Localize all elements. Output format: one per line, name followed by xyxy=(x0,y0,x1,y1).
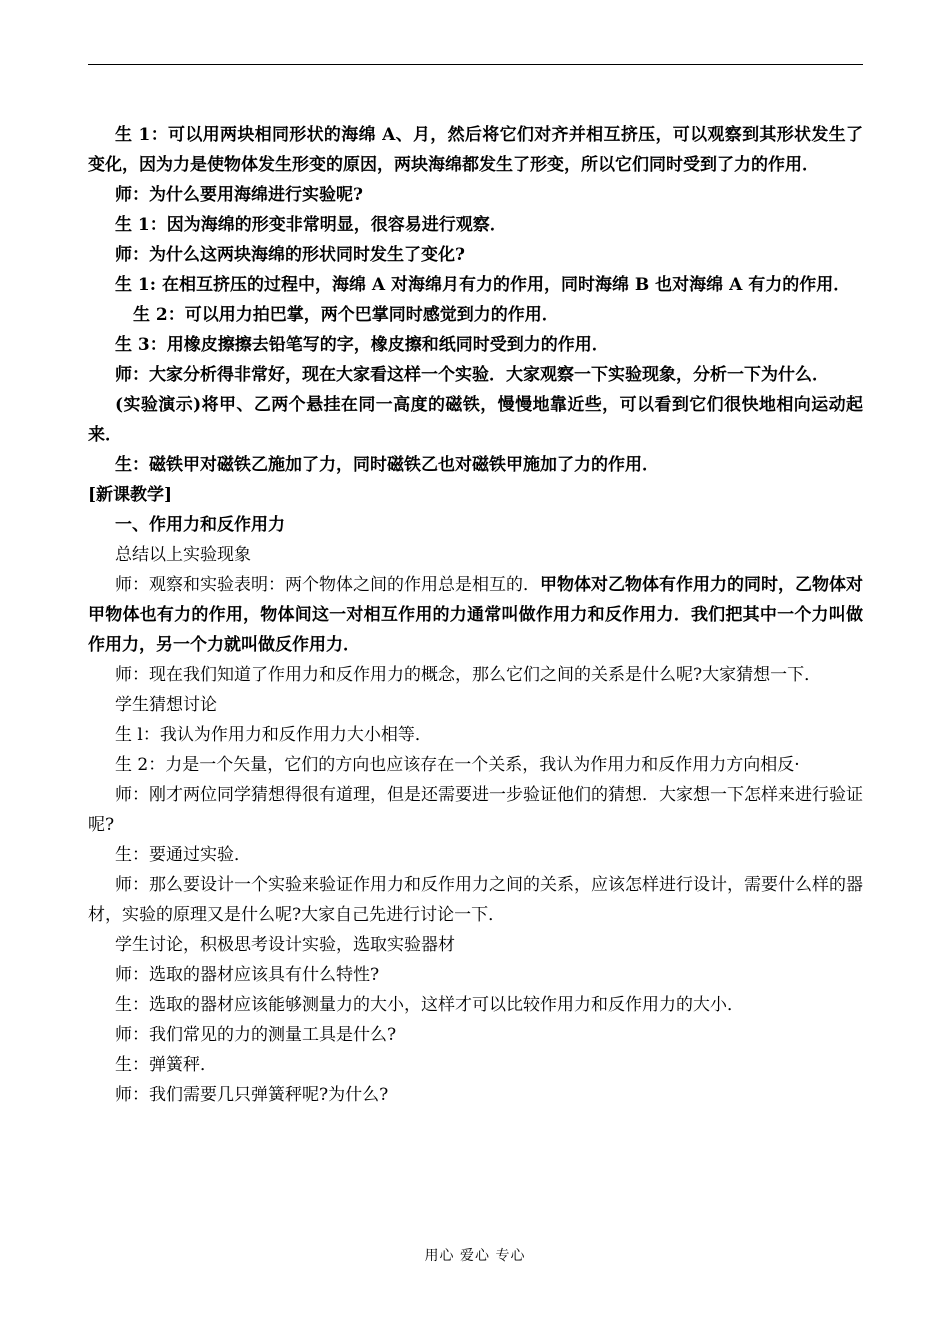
paragraph xyxy=(88,1080,863,1110)
paragraph-text: 师：观察和实验表明：两个物体之间的作用总是相互的． xyxy=(115,575,540,595)
paragraph xyxy=(88,180,863,210)
paragraph-text: (实验演示)将甲、乙两个悬挂在同一高度的磁铁，慢慢地靠近些，可以看到它们很快地相向运动起来． xyxy=(88,395,863,445)
paragraph-text: 生 1: 在相互挤压的过程中，海绵 A 对海绵月有力的作用，同时海绵 B 也对海绵 A 有力的作用． xyxy=(115,275,851,295)
paragraph-text: 生 1：可以用两块相同形状的海绵 A、月，然后将它们对齐并相互挤压，可以观察到其形状发生了变化，因为力是使物体发生形变的原因，两块海绵都发生了形变，所以它们同时受到了力的作用． xyxy=(88,125,863,175)
paragraph-text: 师：我们需要几只弹簧秤呢?为什么? xyxy=(115,1085,389,1105)
paragraph-text: 生：磁铁甲对磁铁乙施加了力，同时磁铁乙也对磁铁甲施加了力的作用． xyxy=(115,455,659,475)
paragraph xyxy=(88,720,863,750)
paragraph-text: [新课教学] xyxy=(88,485,173,505)
paragraph xyxy=(88,870,863,930)
paragraph-text: 学生猜想讨论 xyxy=(115,695,217,715)
paragraph xyxy=(88,300,863,330)
paragraph xyxy=(88,450,863,480)
paragraph xyxy=(88,930,863,960)
paragraph xyxy=(88,750,863,780)
paragraph xyxy=(88,540,863,570)
paragraph-text: 甲物体对乙物体有作用力的同时，乙物体对甲物体也有力的作用，物体间这一对相互作用的力通常叫做作用力和反作用力．我们把其中一个力叫做作用力，另一个力就叫做反作用力． xyxy=(88,575,863,655)
paragraph-text: 生 2：力是一个矢量，它们的方向也应该存在一个关系，我认为作用力和反作用力方向相反· xyxy=(115,755,800,775)
paragraph xyxy=(88,1050,863,1080)
paragraph-text: 师：为什么要用海绵进行实验呢? xyxy=(115,185,363,205)
paragraph-text: 师：现在我们知道了作用力和反作用力的概念，那么它们之间的关系是什么呢?大家猜想一下． xyxy=(115,665,822,685)
paragraph-text: 生 1：因为海绵的形变非常明显，很容易进行观察． xyxy=(115,215,507,235)
paragraph xyxy=(88,120,863,180)
paragraph xyxy=(88,390,863,450)
paragraph-text: 生 2：可以用力拍巴掌，两个巴掌同时感觉到力的作用． xyxy=(133,305,559,325)
paragraph-text: 总结以上实验现象 xyxy=(115,545,251,565)
paragraph-text: 生：弹簧秤． xyxy=(115,1055,217,1075)
paragraph xyxy=(88,1020,863,1050)
paragraph xyxy=(88,510,863,540)
paragraph xyxy=(88,240,863,270)
paragraph xyxy=(88,480,863,510)
paragraph xyxy=(88,660,863,690)
header-rule xyxy=(88,64,863,65)
paragraph-text: 师：我们常见的力的测量工具是什么? xyxy=(115,1025,397,1045)
paragraph xyxy=(88,960,863,990)
paragraph xyxy=(88,330,863,360)
paragraph-text: 生：选取的器材应该能够测量力的大小，这样才可以比较作用力和反作用力的大小． xyxy=(115,995,744,1015)
paragraph xyxy=(88,690,863,720)
document-body xyxy=(88,120,863,1110)
paragraph-text: 师：那么要设计一个实验来验证作用力和反作用力之间的关系，应该怎样进行设计，需要什么样的器材，实验的原理又是什么呢?大家自己先进行讨论一下． xyxy=(88,875,863,925)
paragraph-text: 生 l：我认为作用力和反作用力大小相等． xyxy=(115,725,432,745)
paragraph xyxy=(88,990,863,1020)
paragraph xyxy=(88,840,863,870)
paragraph xyxy=(88,570,863,660)
paragraph-text: 师：大家分析得非常好，现在大家看这样一个实验．大家观察一下实验现象，分析一下为什么． xyxy=(115,365,829,385)
paragraph-text: 学生讨论，积极思考设计实验，选取实验器材 xyxy=(115,935,455,955)
paragraph xyxy=(88,270,863,300)
paragraph-text: 一、作用力和反作用力 xyxy=(115,515,285,535)
paragraph-text: 生 3：用橡皮擦擦去铅笔写的字，橡皮擦和纸同时受到力的作用． xyxy=(115,335,609,355)
paragraph xyxy=(88,210,863,240)
page-footer: 用心 爱心 专心 xyxy=(424,1248,526,1264)
paragraph-text: 师：为什么这两块海绵的形状同时发生了变化? xyxy=(115,245,465,265)
paragraph-text: 师：选取的器材应该具有什么特性? xyxy=(115,965,380,985)
paragraph-text: 师：刚才两位同学猜想得很有道理，但是还需要进一步验证他们的猜想．大家想一下怎样来进行验证呢? xyxy=(88,785,863,835)
paragraph xyxy=(88,360,863,390)
paragraph-text: 生：要通过实验． xyxy=(115,845,251,865)
paragraph xyxy=(88,780,863,840)
